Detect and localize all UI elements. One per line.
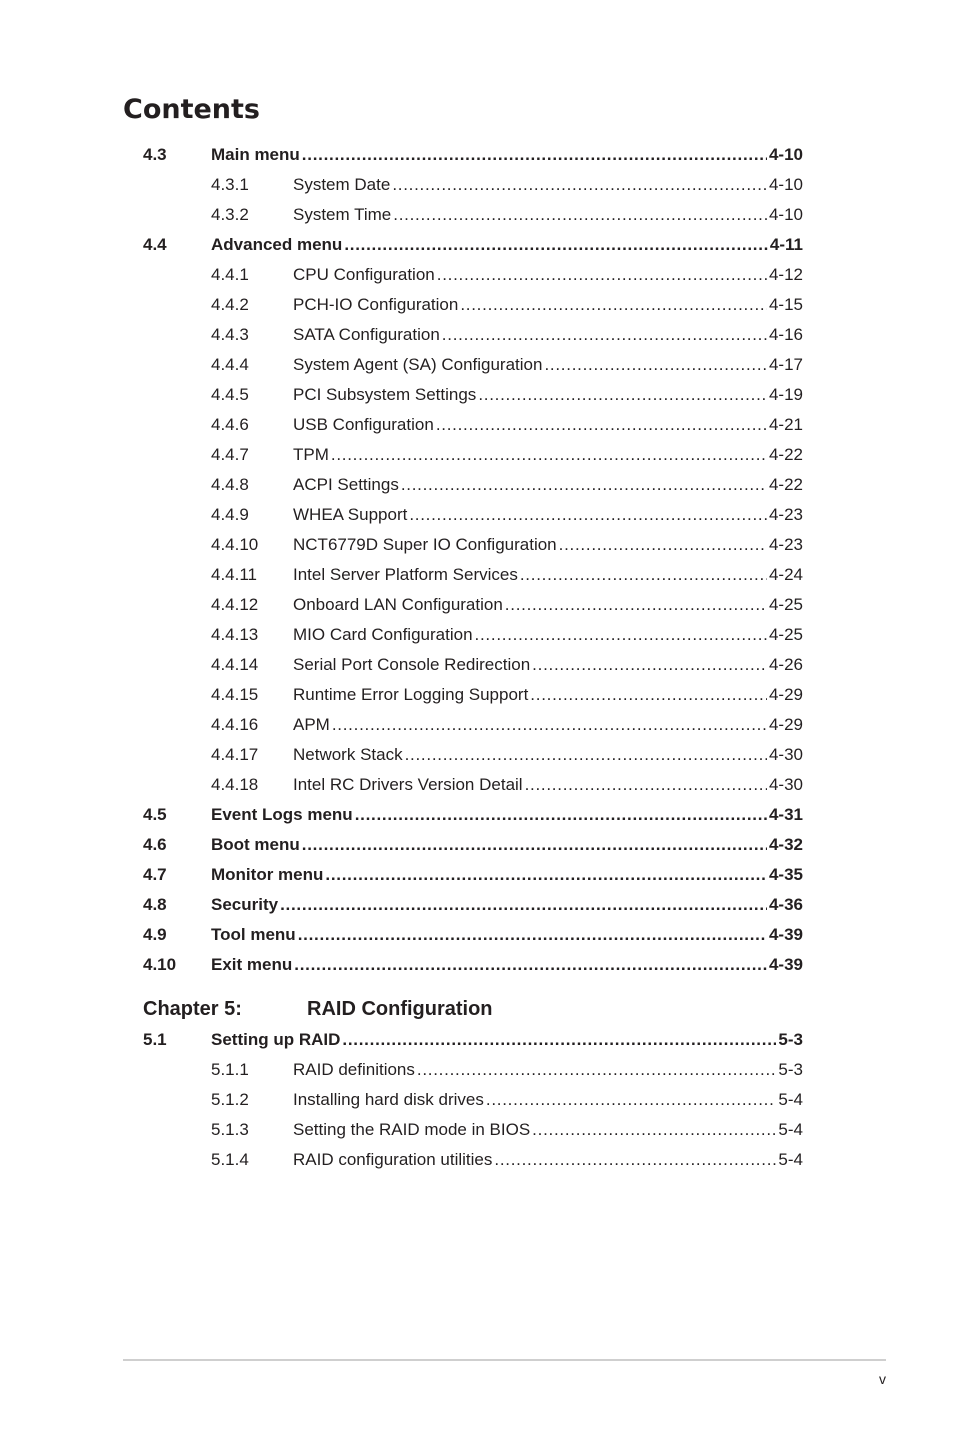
- toc-entry-line: [211, 860, 803, 890]
- toc-entry[interactable]: [0, 890, 954, 920]
- toc-entry-label[interactable]: Monitor menu: [211, 865, 324, 884]
- toc-entry-number: 4.4.4: [211, 355, 249, 374]
- toc-entry-line: [293, 410, 803, 440]
- toc-entry[interactable]: [0, 1085, 954, 1115]
- toc-entry[interactable]: [0, 200, 954, 230]
- toc-entry[interactable]: [0, 590, 954, 620]
- chapter-heading: [0, 993, 954, 1025]
- dot-leader: [442, 320, 767, 350]
- toc-entry-page: 4-23: [768, 505, 803, 524]
- toc-entry-page: 4-10: [768, 205, 803, 224]
- dot-leader: [332, 710, 767, 740]
- toc-entry-label[interactable]: SATA Configuration: [293, 325, 440, 344]
- toc-entry-number: 4.4.7: [211, 445, 249, 464]
- toc-entry-page: 4-32: [768, 835, 803, 854]
- toc-entry-page: 4-25: [768, 595, 803, 614]
- toc-entry-page: 4-39: [768, 925, 803, 944]
- toc-entry-page: 4-22: [768, 445, 803, 464]
- toc-entry[interactable]: [0, 740, 954, 770]
- toc-entry-number: 4.4.1: [211, 265, 249, 284]
- toc-entry-label[interactable]: Exit menu: [211, 955, 293, 974]
- toc-entry-line: [293, 1115, 803, 1145]
- toc-entry-line: [293, 200, 803, 230]
- toc-entry-number: 4.4: [143, 235, 167, 254]
- toc-entry-number: 4.4.8: [211, 475, 249, 494]
- toc-entry-label[interactable]: Tool menu: [211, 925, 296, 944]
- toc-entry-page: 4-31: [768, 805, 803, 824]
- toc-entry[interactable]: [0, 440, 954, 470]
- toc-entry-label[interactable]: Setting up RAID: [211, 1030, 341, 1049]
- toc-entry-page: 4-17: [768, 355, 803, 374]
- toc-entry-label[interactable]: NCT6779D Super IO Configuration: [293, 535, 557, 554]
- dot-leader: [494, 1145, 776, 1175]
- dot-leader: [409, 500, 767, 530]
- toc-entry-line: [211, 890, 803, 920]
- chapter-title: RAID Configuration: [307, 998, 493, 1020]
- toc-entry-number: 4.9: [143, 925, 167, 944]
- toc-entry-label[interactable]: Setting the RAID mode in BIOS: [293, 1120, 531, 1139]
- page-title: Contents: [123, 94, 261, 125]
- toc-entry[interactable]: [0, 170, 954, 200]
- toc-entry-number: 5.1.1: [211, 1060, 249, 1079]
- toc-entry-number: 4.3.1: [211, 175, 249, 194]
- toc-entry-line: [293, 1145, 803, 1175]
- toc-entry-line: [293, 650, 803, 680]
- toc-entry-page: 4-23: [768, 535, 803, 554]
- toc-entry-label[interactable]: Boot menu: [211, 835, 300, 854]
- dot-leader: [405, 740, 767, 770]
- toc-entry-line: [293, 170, 803, 200]
- toc-entry-label[interactable]: System Agent (SA) Configuration: [293, 355, 543, 374]
- toc-entry-page: 4-19: [768, 385, 803, 404]
- toc-entry-page: 4-29: [768, 715, 803, 734]
- toc-entry-label[interactable]: APM: [293, 715, 330, 734]
- toc-entry[interactable]: [0, 830, 954, 860]
- toc-entry-label[interactable]: RAID configuration utilities: [293, 1150, 493, 1169]
- dot-leader: [478, 380, 767, 410]
- toc-entry-page: 4-39: [768, 955, 803, 974]
- toc-entry-number: 4.4.9: [211, 505, 249, 524]
- toc-entry-page: 4-36: [768, 895, 803, 914]
- dot-leader: [401, 470, 767, 500]
- toc-entry-number: 5.1.3: [211, 1120, 249, 1139]
- dot-leader: [417, 1055, 777, 1085]
- toc-entry-line: [293, 1085, 803, 1115]
- toc-entry-line: [293, 500, 803, 530]
- toc-entry[interactable]: [0, 1055, 954, 1085]
- toc-entry-number: 4.6: [143, 835, 167, 854]
- toc-entry[interactable]: [0, 680, 954, 710]
- dot-leader: [505, 590, 767, 620]
- toc-entry[interactable]: [0, 650, 954, 680]
- dot-leader: [520, 560, 767, 590]
- toc-entry-page: 4-21: [768, 415, 803, 434]
- toc-entry-number: 4.4.14: [211, 655, 259, 674]
- dot-leader: [475, 620, 767, 650]
- toc-entry[interactable]: [0, 770, 954, 800]
- toc-entry-line: [293, 620, 803, 650]
- dot-leader: [544, 350, 767, 380]
- toc-entry-number: 4.4.2: [211, 295, 249, 314]
- toc-entry[interactable]: [0, 320, 954, 350]
- toc-entry-page: 4-15: [768, 295, 803, 314]
- toc-entry-number: 4.4.12: [211, 595, 259, 614]
- dot-leader: [298, 920, 767, 950]
- dot-leader: [331, 440, 767, 470]
- toc-entry[interactable]: [0, 560, 954, 590]
- dot-leader: [559, 530, 767, 560]
- toc-entry-line: [211, 230, 803, 260]
- toc-entry-label[interactable]: TPM: [293, 445, 329, 464]
- toc-entry-page: 5-3: [778, 1060, 803, 1079]
- dot-leader: [302, 140, 767, 170]
- toc-entry-page: 4-11: [769, 235, 803, 254]
- toc-entry-label[interactable]: System Time: [293, 205, 392, 224]
- toc-entry-line: [211, 140, 803, 170]
- toc-entry[interactable]: [0, 470, 954, 500]
- toc-entry-line: [293, 710, 803, 740]
- toc-entry-number: 5.1: [143, 1030, 167, 1049]
- dot-leader: [355, 800, 767, 830]
- toc-entry[interactable]: [0, 800, 954, 830]
- toc-entry-number: 4.4.10: [211, 535, 259, 554]
- toc-entry-line: [293, 260, 803, 290]
- dot-leader: [530, 680, 767, 710]
- toc-entry-label[interactable]: PCI Subsystem Settings: [293, 385, 477, 404]
- toc-entry-line: [293, 560, 803, 590]
- toc-entry-page: 5-3: [778, 1030, 803, 1049]
- toc-entry-number: 4.3: [143, 145, 167, 164]
- toc-entry-page: 4-16: [768, 325, 803, 344]
- toc-entry-number: 4.4.17: [211, 745, 259, 764]
- toc-entry[interactable]: [0, 290, 954, 320]
- footer-divider: [123, 1359, 886, 1361]
- toc-entry-number: 4.5: [143, 805, 167, 824]
- toc-entry[interactable]: [0, 1025, 954, 1055]
- toc-entry-label[interactable]: Intel RC Drivers Version Detail: [293, 775, 523, 794]
- toc-entry-number: 4.4.15: [211, 685, 259, 704]
- toc-entry-page: 4-30: [768, 745, 803, 764]
- toc-entry[interactable]: [0, 860, 954, 890]
- dot-leader: [460, 290, 767, 320]
- dot-leader: [532, 650, 767, 680]
- toc-entry[interactable]: [0, 1115, 954, 1145]
- toc-entry-page: 4-10: [768, 175, 803, 194]
- toc-entry-line: [293, 350, 803, 380]
- toc-entry[interactable]: [0, 710, 954, 740]
- dot-leader: [342, 1025, 776, 1055]
- dot-leader: [393, 200, 767, 230]
- dot-leader: [525, 770, 767, 800]
- toc-entry-label[interactable]: PCH-IO Configuration: [293, 295, 459, 314]
- toc-entry-page: 4-22: [768, 475, 803, 494]
- toc-entry-line: [293, 470, 803, 500]
- toc-entry-number: 4.4.18: [211, 775, 259, 794]
- toc-entry-label[interactable]: Network Stack: [293, 745, 403, 764]
- toc-entry-number: 4.8: [143, 895, 167, 914]
- toc-entry-number: 4.4.3: [211, 325, 249, 344]
- toc-entry-line: [293, 1055, 803, 1085]
- toc-entry-line: [293, 740, 803, 770]
- toc-entry-line: [211, 800, 803, 830]
- toc-entry-page: 4-26: [768, 655, 803, 674]
- toc-entry-number: 4.4.11: [211, 565, 258, 584]
- toc-entry-page: 5-4: [778, 1120, 803, 1139]
- toc-entry-number: 5.1.4: [211, 1150, 249, 1169]
- toc-entry-label[interactable]: System Date: [293, 175, 391, 194]
- toc-entry[interactable]: [0, 920, 954, 950]
- toc-entry-label[interactable]: Event Logs menu: [211, 805, 353, 824]
- toc-entry[interactable]: [0, 1145, 954, 1175]
- toc-entry[interactable]: [0, 350, 954, 380]
- toc-entry[interactable]: [0, 140, 954, 170]
- dot-leader: [436, 410, 767, 440]
- toc-entry-page: 4-30: [768, 775, 803, 794]
- toc-entry-line: [293, 530, 803, 560]
- toc-entry[interactable]: [0, 380, 954, 410]
- toc-entry-label[interactable]: RAID definitions: [293, 1060, 415, 1079]
- dot-leader: [392, 170, 767, 200]
- toc-entry-number: 4.7: [143, 865, 167, 884]
- toc-entry[interactable]: [0, 260, 954, 290]
- toc-entry[interactable]: [0, 530, 954, 560]
- toc-entry-line: [211, 830, 803, 860]
- toc-entry-label[interactable]: MIO Card Configuration: [293, 625, 473, 644]
- dot-leader: [437, 260, 767, 290]
- toc-entry-line: [293, 380, 803, 410]
- toc-entry-page: 4-35: [768, 865, 803, 884]
- toc-entry-number: 4.10: [143, 955, 177, 974]
- toc-entry-label[interactable]: Intel Server Platform Services: [293, 565, 518, 584]
- toc-entry-label[interactable]: Installing hard disk drives: [293, 1090, 484, 1109]
- toc-entry-line: [211, 920, 803, 950]
- toc-entry[interactable]: [0, 950, 954, 980]
- toc-entry-line: [211, 1025, 803, 1055]
- toc-entry-page: 4-12: [768, 265, 803, 284]
- dot-leader: [302, 830, 767, 860]
- toc-entry-number: 5.1.2: [211, 1090, 249, 1109]
- toc-entry-line: [293, 770, 803, 800]
- toc-entry[interactable]: [0, 620, 954, 650]
- dot-leader: [532, 1115, 776, 1145]
- toc-entry-page: 4-24: [768, 565, 803, 584]
- toc-entry-label[interactable]: Onboard LAN Configuration: [293, 595, 503, 614]
- toc-entry-line: [211, 950, 803, 980]
- dot-leader: [344, 230, 768, 260]
- toc-entry-line: [293, 680, 803, 710]
- toc-entry-label[interactable]: Serial Port Console Redirection: [293, 655, 531, 674]
- dot-leader: [280, 890, 767, 920]
- toc-entry-number: 4.4.5: [211, 385, 249, 404]
- dot-leader: [486, 1085, 777, 1115]
- toc-entry-label[interactable]: ACPI Settings: [293, 475, 399, 494]
- toc-entry-line: [293, 290, 803, 320]
- toc-entry-label[interactable]: WHEA Support: [293, 505, 408, 524]
- dot-leader: [294, 950, 767, 980]
- toc-entry-label[interactable]: Security: [211, 895, 279, 914]
- toc-entry-label[interactable]: Advanced menu: [211, 235, 343, 254]
- toc-entry-page: 5-4: [778, 1150, 803, 1169]
- toc-entry-line: [293, 440, 803, 470]
- toc-entry-page: 4-29: [768, 685, 803, 704]
- toc-entry[interactable]: [0, 410, 954, 440]
- toc-entry-number: 4.4.6: [211, 415, 249, 434]
- toc-entry-label[interactable]: USB Configuration: [293, 415, 434, 434]
- toc-entry-line: [293, 590, 803, 620]
- toc-entry-page: 4-25: [768, 625, 803, 644]
- toc-entry-page: 5-4: [778, 1090, 803, 1109]
- toc-entry-number: 4.4.13: [211, 625, 259, 644]
- toc-entry-number: 4.3.2: [211, 205, 249, 224]
- toc-entry-label[interactable]: CPU Configuration: [293, 265, 435, 284]
- toc-entry-page: 4-10: [768, 145, 803, 164]
- page-number: v: [879, 1371, 886, 1387]
- dot-leader: [325, 860, 767, 890]
- toc-entry-label[interactable]: Runtime Error Logging Support: [293, 685, 529, 704]
- toc-entry[interactable]: [0, 230, 954, 260]
- toc-entry-number: 4.4.16: [211, 715, 259, 734]
- toc-entry-line: [293, 320, 803, 350]
- chapter-label: Chapter 5:: [143, 998, 242, 1020]
- toc-entry-label[interactable]: Main menu: [211, 145, 300, 164]
- toc-entry[interactable]: [0, 500, 954, 530]
